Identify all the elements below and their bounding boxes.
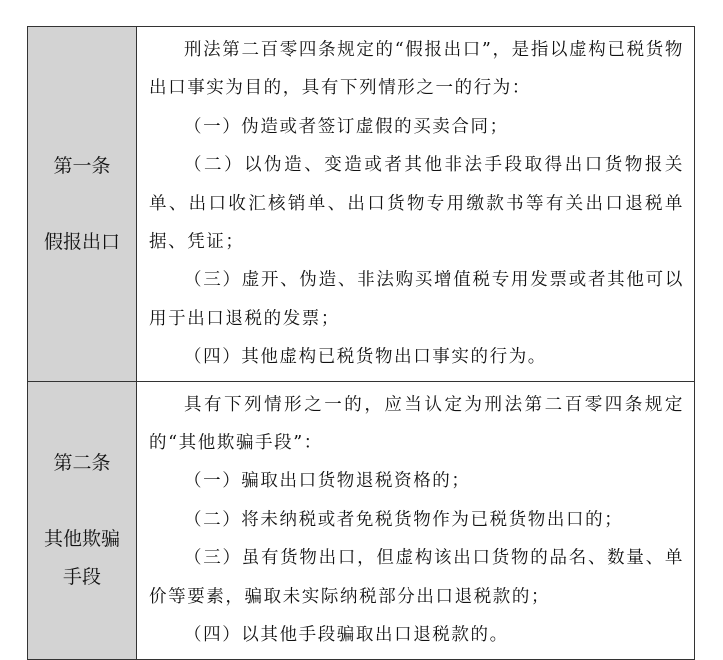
article-body-cell xyxy=(137,381,695,659)
article-paragraph: （四）以其他手段骗取出口退税款的。 xyxy=(184,625,509,646)
article-paragraph: （二）以伪造、变造或者其他非法手段取得出口货物报关单、出口收汇核销单、出口货物专用缴款书等有关出口退税单据、凭证； xyxy=(149,155,684,253)
article-row xyxy=(28,381,695,659)
article-number: 第二条 xyxy=(53,452,111,475)
article-paragraph: （四）其他虚构已税货物出口事实的行为。 xyxy=(184,347,547,368)
article-paragraph: （三）虽有货物出口，但虚构该出口货物的品名、数量、单价等要素，骗取未实际纳税部分出口退税款的； xyxy=(149,548,684,607)
article-paragraph: （一）骗取出口货物退税资格的； xyxy=(184,471,471,492)
article-number: 第一条 xyxy=(53,154,111,177)
article-paragraph: 刑法第二百零四条规定的“假报出口”，是指以虚构已税货物出口事实为目的，具有下列情形之一的行为： xyxy=(149,40,684,99)
article-label-cell xyxy=(28,27,137,382)
article-title-line: 手段 xyxy=(62,566,101,589)
article-label-cell xyxy=(28,381,137,659)
article-title-line: 假报出口 xyxy=(43,230,120,253)
article-title-line: 其他欺骗 xyxy=(43,528,120,551)
article-paragraph: （三）虚开、伪造、非法购买增值税专用发票或者其他可以用于出口退税的发票； xyxy=(149,270,684,329)
article-body-cell xyxy=(137,27,695,382)
article-row xyxy=(28,27,695,382)
article-paragraph: （二）将未纳税或者免税货物作为已税货物出口的； xyxy=(184,509,624,530)
article-paragraph: 具有下列情形之一的，应当认定为刑法第二百零四条规定的“其他欺骗手段”： xyxy=(149,394,684,454)
articles-table xyxy=(27,26,695,660)
article-paragraph: （一）伪造或者签订虚假的买卖合同； xyxy=(184,116,509,137)
